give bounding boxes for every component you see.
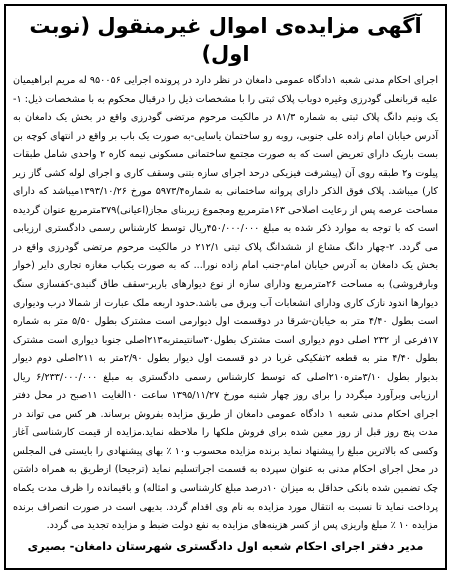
notice-frame <box>4 4 447 570</box>
notice-signature: مدیر دفتر اجرای احکام شعبه اول دادگستری شهرستان دامغان- بصیری <box>27 538 424 553</box>
notice-body: اجرای احکام مدنی شعبه ۱دادگاه عمومی دامغان در نظر دارد در پرونده اجرایی ۹۵۰۰۵۶ له مریم ابراهیمیان علیه قربانعلی گودرزی وغیره دوباب پلاک ثبتی را با مشخصات ذیل را درقبال محکوم به با مشخصات ذیل: ۱-یک ونیم دانگ پلاک ثبتی به شماره ۸۱/۳ در مالکیت مرحوم مرتضی گودرزی واقع در بخش یک دامغان به آدرس خیابان امام زاده علی جنوبی، روبه رو ساختمان یاسایی-به صورت یک باب بر واقع در انتهای کوچه بن بست باریک دارای تعریض است که به صورت مجتمع ساختمانی مسکونی نیمه کاره ۲ واحدی شامل طبقات پیلوت و۲ طبقه روی آن (پیشرفت فیزیکی درحد اجرای سازه بتنی وسقف کاری و اجرای لوله کشی گاز زیر کار) میباشد. پلاک فوق الذکر دارای پروانه ساختمانی به شماره۵۹۷۳/۴ مورخ ۱۳۹۳/۱۰/۲۶میباشد که دارای مساحت عرصه پس از رعایت اصلاحی ۱۶۳مترمربع ومجموع زیربنای مجاز(اعیانی)۳۷۹مترمربع عنوان گردیده است که با توجه به موارد ذکر شده به مبلغ ۴۵۰/۰۰۰/۰۰۰ریال توسط کارشناس رسمی دادگستری ارزیابی می گردد. ۲-چهار دانگ مشاع از ششدانگ پلاک ثبتی ۲۱۲/۱ در مالکیت مرحوم مرتضی گودرزی واقع در بخش یک دامغان به آدرس خیابان امام-جنب امام زاده نورا... که به صورت یکباب مغازه تجاری دایر (خوار وبارفروشی) به مساحت ۲۶مترمربع ودارای سازه از نوع دیوارهای باربر-سقف طاق گنبدی-کفسازی سنگ دیوارها اندود نازک کاری ودارای انشعابات آب وبرق می باشد.حدود اربعه ملک عبارت از شمالا درب ودیواری است بطول ۴/۴۰ متر به خیابان-شرقا در دوقسمت اول دیوارمی است مشترک بطول ۵/۵۰ متر به شماره ۱۷فرعی از ۲۳۲ اصلی دوم دیواری است مشترک بطول۳۰سانتیمتربه۲۱۳اصلی جنوبا دیواری است مشترک بطول ۴/۴۰ متر به قطعه ۲تفکیکی غربا در دو قسمت اول دیوار بطول ۲/۹۰متر به ۲۱۱اصلی دوم دیوار بدیوار بطول ۳/۱۰متره۲۱۰اصلی که توسط کارشناس رسمی دادگستری به مبلغ ۶/۲۳۳/۰۰۰/۰۰۰ ریال ارزیابی وبرآورد میگردد را برای روز چهار شنبه مورخ ۱۳۹۵/۱۱/۲۷ ساعت ۱۰الغایت ۱۱صبح در محل دفتر اجرای احکام مدنی شعبه ۱ دادگاه عمومی دامغان از طریق مزایده بفروش برساند. هر کس می تواند در مدت پنج روز قبل از روز معین شده برای فروش ملکها را ملاحظه نماید.مزایده از قیمت کارشناسی آغاز وکسی که بالاترین مبلغ را پیشنهاد نماید برنده مزایده محسوب و۱۰ ٪ بهای پیشنهادی را بایستی فی المجلس در محل اجرای احکام مدنی به عنوان سپرده به قسمت اجراتسلیم نماید (ترجیحا) ازطریق به همراه داشتن چک تضمین شده بانکی حداقل به میزان ۱۰درصد مبلغ کارشناسی و امثاله) و باقیمانده را ظرف مدت یکماه پرداخت نماید تا نسبت به انتقال مورد مزایده به نام وی اقدام گردد. بدیهی است در صورت انصراف برنده مزایده ۱۰ ٪ مبلغ واریزی پس از کسر هزینه‌های مزایده به نفع دولت ضبط و مزایده تجدید می گردد. <box>13 75 439 532</box>
notice-title: آگهی مزایده‌ی اموال غیرمنقول (نوبت اول) <box>29 14 422 66</box>
